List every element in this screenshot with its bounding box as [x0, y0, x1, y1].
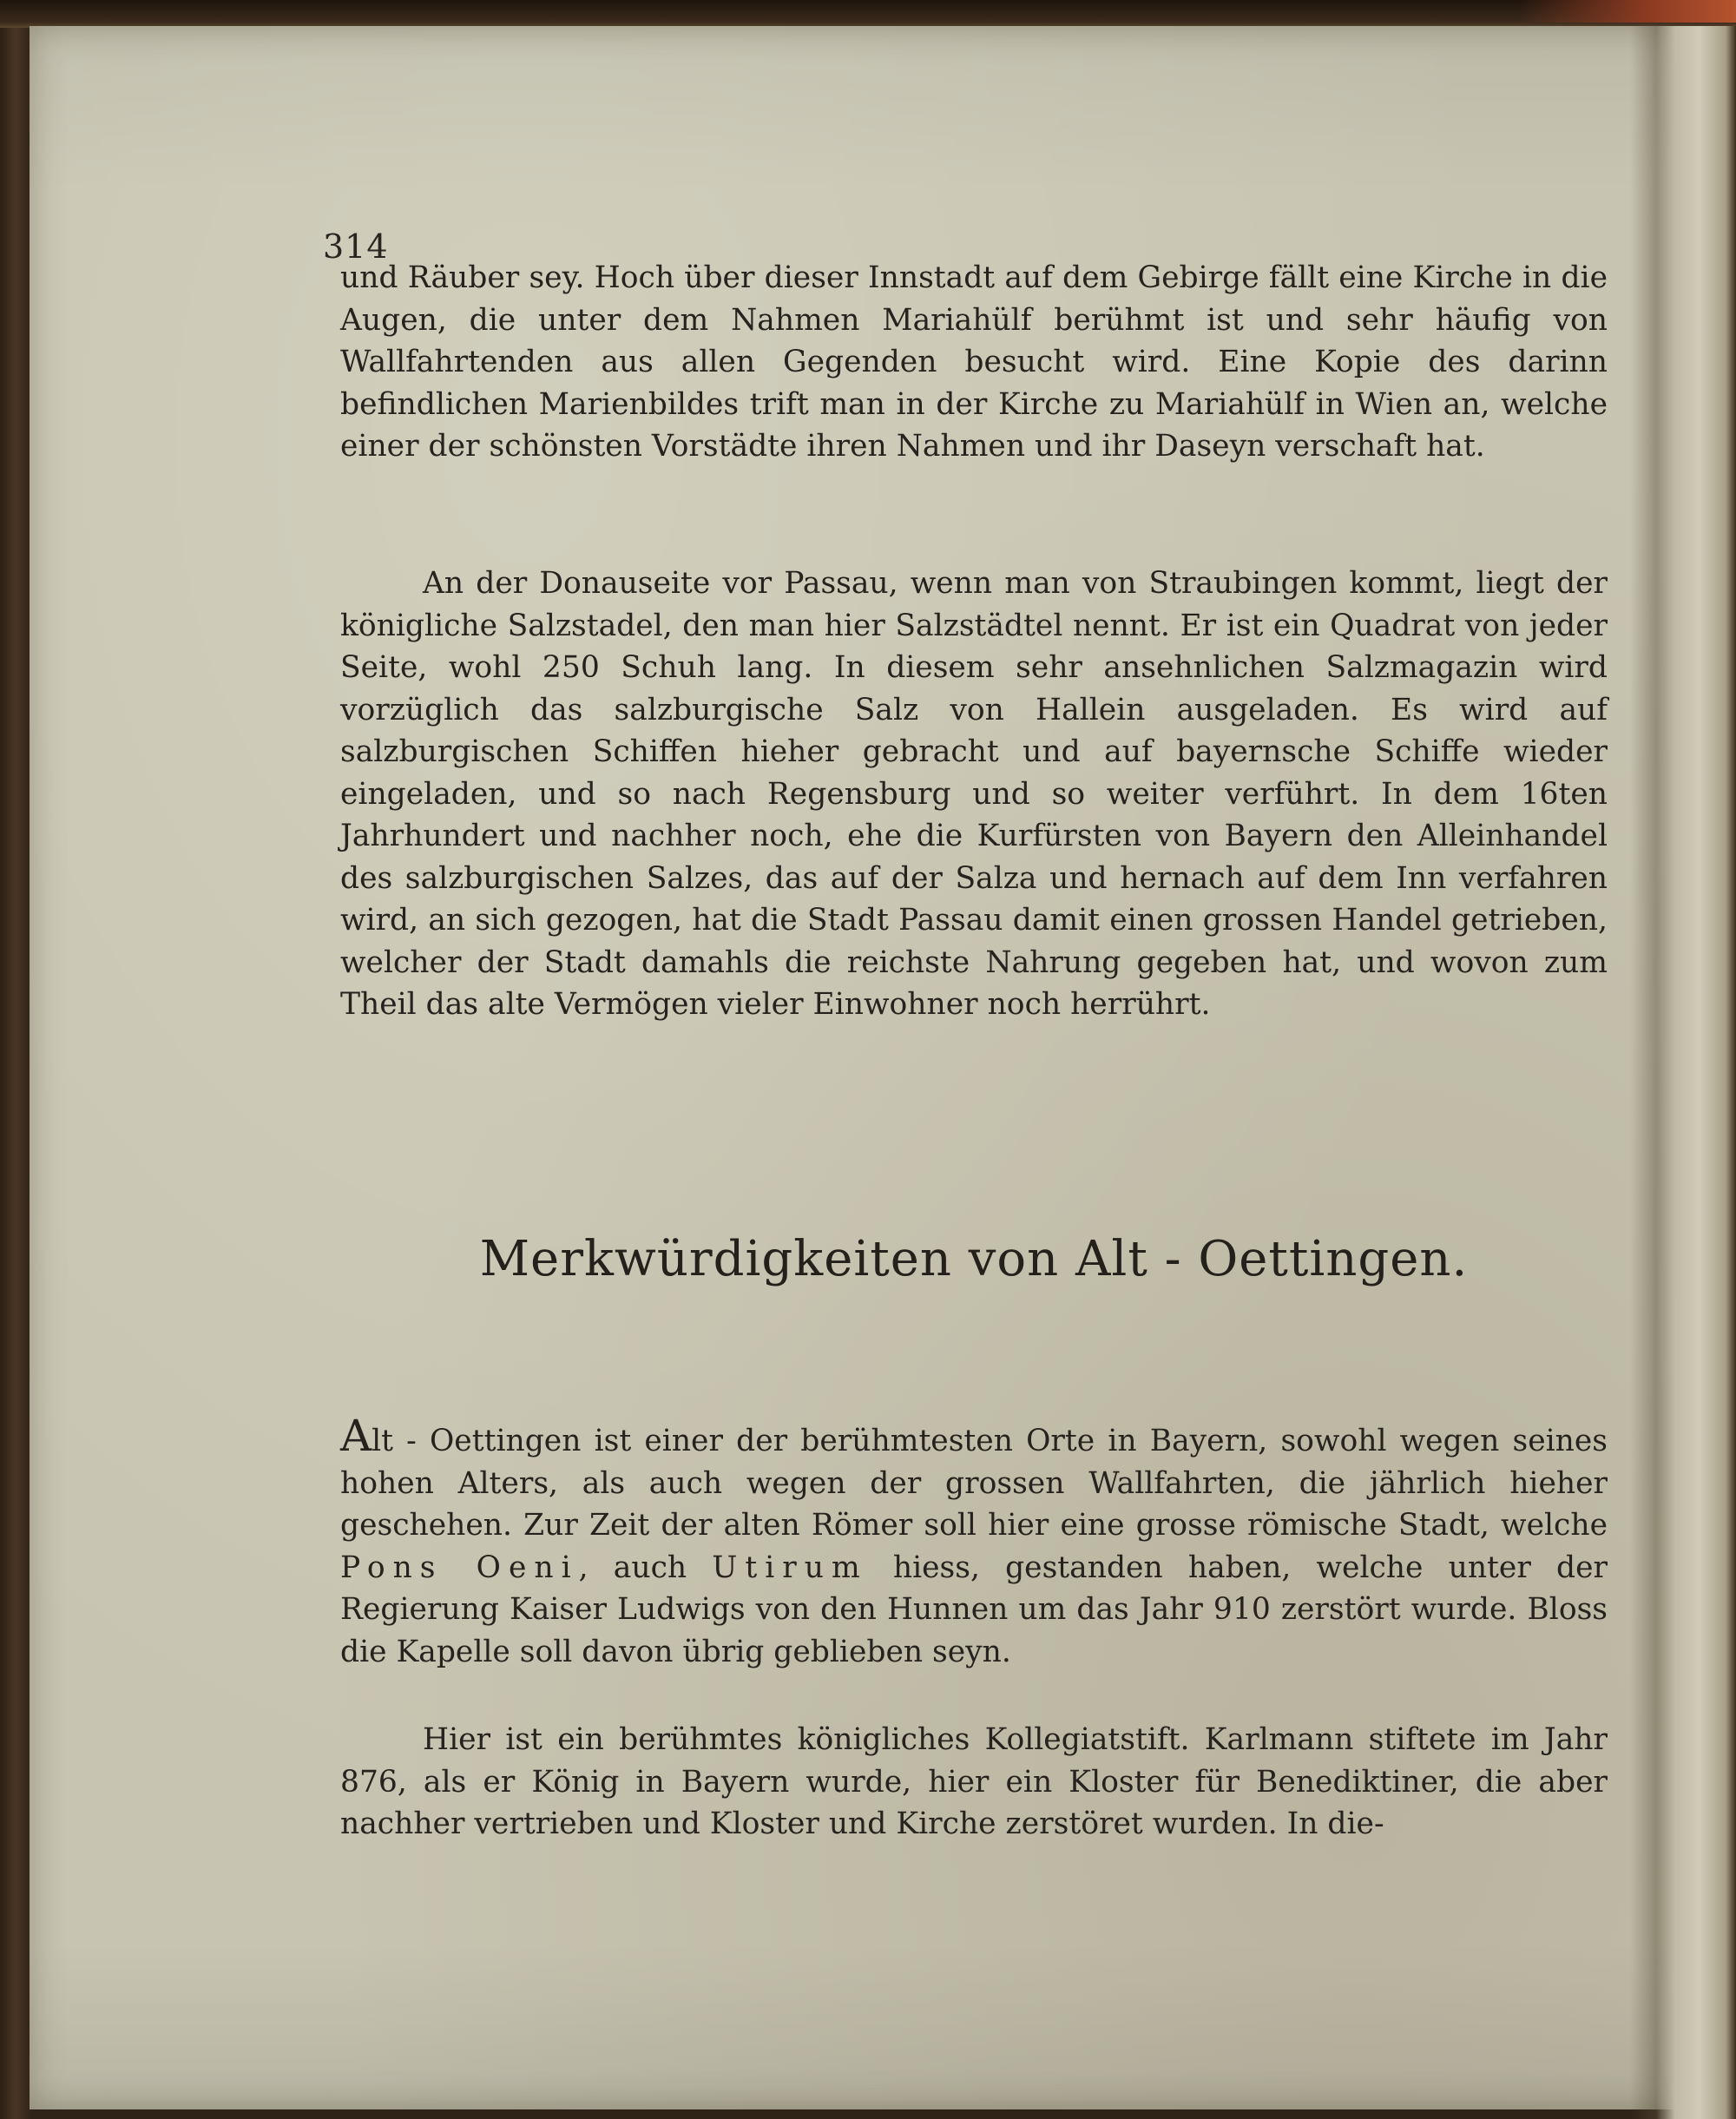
spaced-name-pons-oeni: Pons Oeni — [340, 1550, 579, 1585]
section-heading: Merkwürdigkeiten von Alt - Oettingen. — [479, 1231, 1469, 1287]
spaced-name-utirum: Utirum — [712, 1550, 868, 1585]
paragraph-text: , auch — [578, 1550, 713, 1585]
drop-cap: A — [340, 1411, 372, 1461]
page-number: 314 — [323, 227, 389, 266]
book-top-edge — [0, 0, 1736, 28]
paragraph-text: lt - Oettingen ist einer der berühmtesten Orte in Bayern, sowohl wegen seines hohen Alters, als auch wegen der grossen Wallfahrten, die jährlich hieher geschehen. Zur Zeit der alten Römer soll hier eine grosse römische Stadt, welche — [340, 1424, 1608, 1543]
paragraph-alt-oettingen — [340, 1411, 1608, 1673]
paragraph-kollegiatstift: Hier ist ein berühmtes königliches Kollegiatstift. Karlmann stiftete im Jahr 876, als er König in Bayern wurde, hier ein Kloster für Benediktiner, die aber nachher vertrieben und Kloster und Kirche zerstöret wurden. In die- — [340, 1722, 1608, 1841]
paragraph-innstadt: und Räuber sey. Hoch über dieser Innstadt auf dem Gebirge fällt eine Kirche in die Augen, die unter dem Nahmen Mariahülf berühmt ist und sehr häufig von Wallfahrtenden aus allen Gegenden besucht wird. Eine Kopie des darinn befindlichen Marienbildes trift man in der Kirche zu Mariahülf in Wien an, welche einer der schönsten Vorstädte ihren Nahmen und ihr Daseyn verschaft hat. — [340, 260, 1608, 464]
paragraph-text: hiess, gestanden haben, welche unter der Regierung Kaiser Ludwigs von den Hunnen um das Jahr 910 zerstört wurde. Bloss die Kapelle soll davon übrig geblieben seyn. — [340, 1550, 1608, 1669]
paragraph-salzstadel: An der Donauseite vor Passau, wenn man von Straubingen kommt, liegt der königliche Salzstadel, den man hier Salzstädtel nennt. Er ist ein Quadrat von jeder Seite, wohl 250 Schuh lang. In diesem sehr ansehnlichen Salzmagazin wird vorzüglich das salzburgische Salz von Hallein ausgeladen. Es wird auf salzburgischen Schiffen hieher gebracht und auf bayernsche Schiffe wieder eingeladen, und so nach Regensburg und so weiter verführt. In dem 16ten Jahrhundert und nachher noch, ehe die Kurfürsten von Bayern den Alleinhandel des salzburgischen Salzes, das auf der Salza und hernach auf dem Inn verfahren wird, an sich gezogen, hat die Stadt Passau damit einen grossen Handel getrieben, welcher der Stadt damahls die reichste Nahrung gegeben hat, und wovon zum Theil das alte Vermögen vieler Einwohner noch herrührt. — [340, 566, 1608, 1022]
page-gutter — [1630, 26, 1736, 2119]
binding-edge — [1519, 0, 1736, 23]
